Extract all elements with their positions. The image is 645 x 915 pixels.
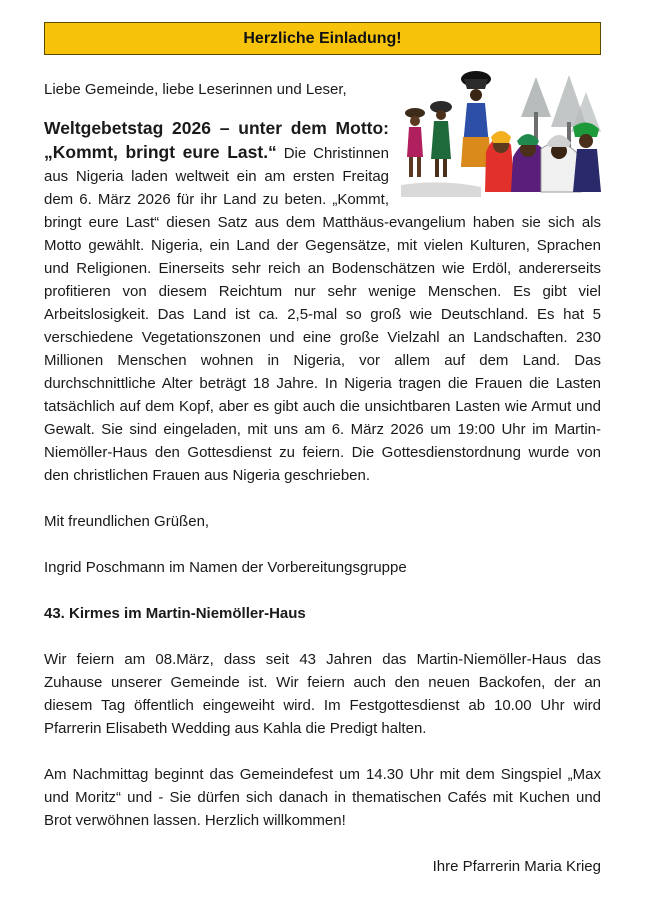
invitation-banner <box>44 22 601 55</box>
newsletter-page <box>44 22 601 878</box>
article-body: Die Christinnen aus Nigeria laden weltweit ein am ersten Freitag dem 6. März 2026 für ihr Land zu beten. „Kommt, bringt eure Last“ diesen Satz aus dem Matthäus-evangelium haben sie sich als Motto gewählt. Nigeria, ein Land der Gegensätze, mit vielen Kulturen, Sprachen und Religionen. Einerseits sehr reich an Bodenschätzen wie Erdöl, andererseits profitieren von diesem Reichtum nur sehr wenige Menschen. Es gibt viel Arbeitslosigkeit. Das Land ist ca. 2,5-mal so groß wie Deutschland. Es hat 5 verschiedene Vegetationszonen und eine große Vielzahl an Landschaften. 230 Millionen Menschen wohnen in Nigeria, vor allem auf dem Land. Das durchschnittliche Alter beträgt 18 Jahre. In Nigeria tragen die Frauen die Lasten tatsächlich auf dem Kopf, aber es gibt auch die unsichtbaren Lasten wie Armut und Gewalt. Sie sind eingeladen, mit uns am 6. März 2026 um 19:00 Uhr im Martin-Niemöller-Haus den Gottesdienst zu feiern. Die Gottesdienstordnung wurde von den christlichen Frauen aus Nigeria geschrieben. <box>44 145 601 484</box>
women-carrying-loads-icon <box>401 57 601 197</box>
world-day-of-prayer-article <box>44 117 601 487</box>
kirmes-paragraph-2: Am Nachmittag beginnt das Gemeindefest um 14.30 Uhr mit dem Singspiel „Max und Moritz“ und - Sie dürfen sich danach in thematischen Cafés mit Kuchen und Brot verwöhnen lassen. Herzlich willkommen! <box>44 766 601 829</box>
kirmes-section-title: 43. Kirmes im Martin-Niemöller-Haus <box>44 605 306 622</box>
salutation: Liebe Gemeinde, liebe Leserinnen und Leser, <box>44 81 347 98</box>
article-headline: Weltgebetstag 2026 – unter dem Motto: „Kommt, bringt eure Last.“ <box>44 118 389 162</box>
closing-greeting: Mit freundlichen Grüßen, <box>44 513 210 530</box>
pastor-signature: Ihre Pfarrerin Maria Krieg <box>432 858 601 875</box>
author-line: Ingrid Poschmann im Namen der Vorbereitungsgruppe <box>44 559 407 576</box>
kirmes-paragraph-1: Wir feiern am 08.März, dass seit 43 Jahren das Martin-Niemöller-Haus das Zuhause unserer Gemeinde ist. Wir feiern auch den neuen Backofen, der an diesem Tag öffentlich eingeweiht wird. Im Festgottesdienst ab 10.00 Uhr wird Pfarrerin Elisabeth Wedding aus Kahla die Predigt halten. <box>44 651 601 737</box>
nigeria-women-illustration <box>401 57 601 197</box>
banner-title: Herzliche Einladung! <box>243 30 402 47</box>
